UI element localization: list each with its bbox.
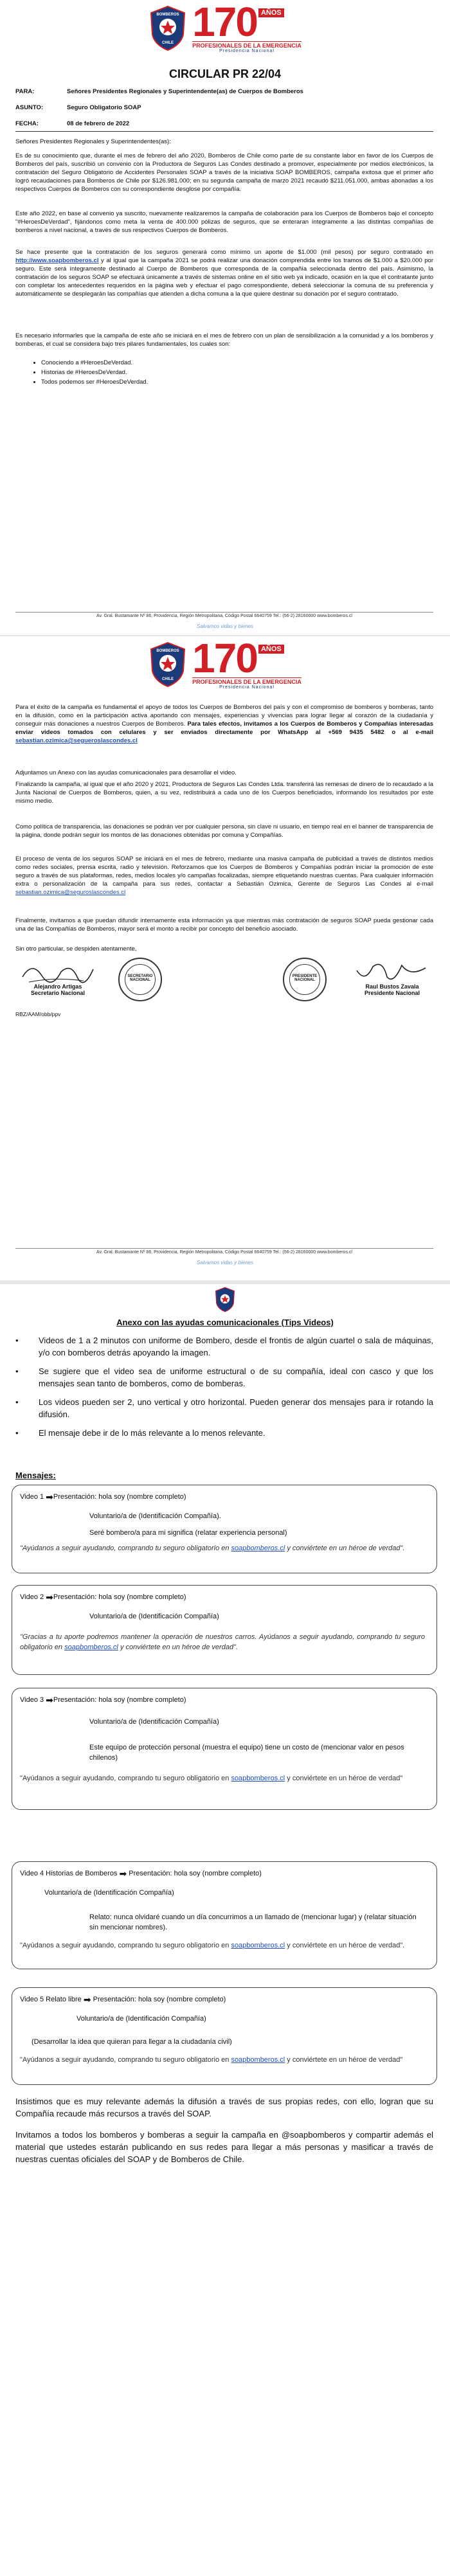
anniversary-number: 170	[192, 0, 257, 45]
tips-list	[15, 1334, 433, 1445]
letterhead	[0, 635, 450, 690]
soapbomberos-link[interactable]: http://www.soapbomberos.cl	[15, 257, 99, 264]
paragraph-4: Como política de transparencia, las donaciones se podrán ver por cualquier persona, sin clave ni usuario, en tiempo real en el banner de transparencia de la página, donde podrán seguir los montos de las donaciones obtenidas por comuna y Compañías.	[15, 823, 433, 839]
soapbomberos-link[interactable]: soapbomberos.cl	[231, 2056, 285, 2064]
signature-right: Raul Bustos Zavala Presidente Nacional	[364, 983, 420, 996]
seal-presidente-icon: PRESIDENTE NACIONAL	[283, 958, 327, 1001]
tagline: PROFESIONALES DE LA EMERGENCIA	[192, 42, 302, 49]
letterhead	[0, 0, 450, 53]
soapbomberos-link[interactable]: soapbomberos.cl	[64, 1643, 118, 1651]
paragraph-3: Se hace presente que la contratación de los seguros generará como mínimo un aporte de $1.000 (mil pesos) por seguro contratado en http://www.soapbomberos.cl y al igual que la campaña 2021 se podrá realizar una donación comprendida entre los tramos de $1.000 a $20.000 por seguro. Este será íntegramente destinado al Cuerpo de Bomberos que corresponda de la compañía seleccionada dentro del país. Asimismo, la contratación de los seguros SOAP se efectuará únicamente a través de sistemas online en el sitio web ya indicado, ocasión en la que el contratante junto con completar los antecedentes requeridos en la página web y efectuar el pago correspondiente, deberá seleccionar la comuna de su preferencia y automáticamente se desplegarán las compañías que atienden a dicha comuna a la que quiere destinar su donación por el seguro contratado.	[15, 249, 433, 298]
paragraph-2: Este año 2022, en base al convenio ya suscrito, nuevamente realizaremos la campaña de colaboración para los Cuerpos de Bomberos bajo el concepto "#HeroesDeVerdad", fijándonos como meta la venta de 400.000 pólizas de seguros, que se enteraran íntegramente a las distintas compañías de bomberos a nivel nacional, a través de sus respectivos Cuerpos de Bomberos.	[15, 210, 433, 234]
closing-paragraph-1: Insistimos que es muy relevante además la difusión a través de sus propias redes, con ello, logran que su Compañía recaude más recursos a través del SOAP.	[15, 2097, 433, 2118]
svg-text:BOMBEROS: BOMBEROS	[156, 648, 179, 653]
divider	[15, 131, 433, 132]
messages-label: Mensajes:	[15, 1471, 56, 1480]
greeting: Señores Presidentes Regionales y Superintendentes(as):	[15, 138, 171, 145]
list-item: • Se sugiere que el video sea de uniforme estructural o de su compañía, ideal con casco y que los mensajes sean tanto de bomberos, como de bomberas.	[15, 1366, 433, 1388]
list-item: • Todos podemos ser #HeroesDeVerdad.	[41, 378, 433, 386]
arrow-right-icon: ➡	[46, 1695, 53, 1706]
arrow-right-icon: ➡	[83, 1994, 91, 2005]
arrow-right-icon: ➡	[46, 1492, 53, 1503]
bomberos-crest-icon	[148, 5, 187, 51]
video-3-box: Video 3 ➡Presentación: hola soy (nombre completo) Voluntario/a de (Identificación Compañía) Este equipo de protección personal (muestra el equipo) tiene un costo de (mencionar valor en pesos chilenos) "Ayúdanos a seguir ayudando, comprando tu seguro obligatorio en soapbomberos.cl y conviértete en un héroe de verdad"	[12, 1688, 437, 1810]
initials: RBZ/AAM/obb/ppv	[15, 1011, 61, 1017]
page-3	[0, 1284, 450, 2576]
closing: Sin otro particular, se despiden atentamente,	[15, 945, 137, 953]
closing-paragraph-2: Invitamos a todos los bomberos y bomberas a seguir la campaña en @soapbomberos y compartir además el material que ustedes estarán publicando en sus redes para llegar a más personas y masificar a través de nuestras cuentas oficiales del SOAP y de Bomberos de Chile.	[15, 2130, 433, 2164]
arrow-right-icon: ➡	[46, 1592, 53, 1603]
pillars-list	[15, 357, 433, 388]
meta-para: PARA: Señores Presidentes Regionales y Superintendente(as) de Cuerpos de Bomberos	[15, 88, 303, 95]
slogan: Salvamos vidas y bienes	[196, 623, 254, 629]
meta-asunto: ASUNTO: Seguro Obligatorio SOAP	[15, 104, 141, 111]
video-2-box: Video 2 ➡Presentación: hola soy (nombre completo) Voluntario/a de (Identificación Compañía) "Gracias a tu aporte podremos mantener la operación de nuestros carros. Ayúdanos a seguir ayudando, comprando tu seguro obligatorio en soapbomberos.cl y conviértete en un héroe de verdad".	[12, 1585, 437, 1675]
anniversary-logo	[192, 0, 302, 53]
video-4-box: Video 4 Historias de Bomberos ➡ Presentación: hola soy (nombre completo) Voluntario/a de (Identificación Compañía) Relato: nunca olvidaré cuando un día concurrimos a un llamado de (mencionar lugar) y (relatar situación sin mencionar nombres). "Ayúdanos a seguir ayudando, comprando tu seguro obligatorio en soapbomberos.cl y conviértete en un héroe de verdad".	[12, 1861, 437, 1969]
seal-secretario-icon: SECRETARIO NACIONAL	[118, 958, 162, 1001]
soapbomberos-link[interactable]: soapbomberos.cl	[231, 1544, 285, 1552]
paragraph-3: Finalizando la campaña, al igual que el año 2020 y 2021, Productora de Seguros Las Condes Ltda. transferirá las remesas de dinero de lo recaudado a la Junta Nacional de Cuerpos de Bomberos, quien, a su vez, redistribuirá a cada uno de los Cuerpos beneficiados, informando los resultados por este mismo medio.	[15, 781, 433, 805]
page-1	[0, 0, 450, 636]
email-link[interactable]: sebastian.ozimica@seguroslascondes.cl	[15, 889, 126, 896]
meta-fecha: FECHA: 08 de febrero de 2022	[15, 120, 130, 127]
email-link[interactable]: sebastian.ozimica@segueroslascondes.cl	[15, 737, 138, 744]
soapbomberos-link[interactable]: soapbomberos.cl	[231, 1942, 285, 1949]
video-5-box: Video 5 Relato libre ➡ Presentación: hola soy (nombre completo) Voluntario/a de (Identificación Compañía) (Desarrollar la idea que quieran para llegar a la ciudadanía civil) "Ayúdanos a seguir ayudando, comprando tu seguro obligatorio en soapbomberos.cl y conviértete en un héroe de verdad"	[12, 1987, 437, 2085]
svg-text:CHILE: CHILE	[162, 677, 174, 681]
page-title: CIRCULAR PR 22/04	[168, 67, 282, 80]
list-item: • Conociendo a #HeroesDeVerdad.	[41, 359, 433, 367]
bomberos-crest-icon	[148, 641, 187, 688]
arrow-right-icon: ➡	[119, 1868, 127, 1879]
signature-left: Alejandro Artigas Secretario Nacional	[30, 983, 86, 996]
list-item: • Historias de #HeroesDeVerdad.	[41, 368, 433, 377]
page-2	[0, 636, 450, 1279]
list-item: • Videos de 1 a 2 minutos con uniforme de Bombero, desde el frontis de algún cuartel o sala de máquinas, y/o con bomberos detrás apoyando la imagen.	[15, 1336, 433, 1357]
paragraph-5: El proceso de venta de los seguros SOAP se iniciará en el mes de febrero, mediante una masiva campaña de publicidad a través de distintos medios como redes sociales, prensa escrita, radio y televisión. Reforzamos que los Cuerpos de Bomberos y Compañías podrán iniciar la promoción de este seguro a través de sus plataformas, redes, medios locales y/o campañas focalizadas, siempre etiquetando nuestras cuentas. Para cualquier información extra o personalización de la campaña para sus redes, contactar a Sebastián Ozimica, Gerente de Seguros Las Condes al e-mail sebastian.ozimica@seguroslascondes.cl	[15, 855, 433, 896]
paragraph-6: Finalmente, invitamos a que puedan difundir internamente esta información ya que mientras más contratación de seguros SOAP pueda gestionar cada una de las Compañías de Bomberos, mayor será el monto a recibir por concepto del beneficio asociado.	[15, 917, 433, 933]
presidency-label: Presidencia Nacional	[219, 49, 274, 53]
svg-text:CHILE: CHILE	[162, 40, 174, 45]
soapbomberos-link[interactable]: soapbomberos.cl	[231, 1775, 285, 1782]
footer: Av. Gral. Bustamante Nº 86, Providencia, Región Metropolitana, Código Postal 6640759 Tel.: (56-2) 28160000 www.bomberos.cl	[15, 612, 433, 618]
paragraph-1: Para el éxito de la campaña es fundamental el apoyo de todos los Cuerpos de Bomberos del país y con el compromiso de bomberos y bomberas, tanto en la difusión, como en la participación activa aportando con mensajes, experiencias y vivencias para lograr llegar al corazón de la ciudadanía y conseguir más donaciones a nuestros Cuerpos de Bomberos. Para tales efectos, invitamos a los Cuerpos de Bomberos y Compañías interesadas enviar videos tomados con celulares y ser enviados directamente por WhatsApp al +569 9435 5482 o al e-mail sebastian.ozimica@segueroslascondes.cl	[15, 704, 433, 744]
list-item: • El mensaje debe ir de lo más relevante a lo menos relevante.	[15, 1428, 266, 1438]
footer: Av. Gral. Bustamante Nº 86, Providencia, Región Metropolitana, Código Postal 6640759 Tel.: (56-2) 28160000 www.bomberos.cl	[15, 1248, 433, 1255]
anniversary-word: AÑOS	[258, 8, 284, 17]
bomberos-crest-icon	[214, 1287, 236, 1312]
paragraph-1: Es de su conocimiento que, durante el mes de febrero del año 2020, Bomberos de Chile como parte de su constante labor en favor de los Cuerpos de Bomberos del país, suscribió un convenio con la Productora de Seguros Las Condes destinado a promover, especialmente por medios electrónicos, la contratación del Seguro Obligatorio de Accidentes Personales SOAP a través de la iniciativa SOAP BOMBEROS, campaña exitosa que el primer año logró recaudaciones para Bomberos de Chile por $126.981.000; en su segunda campaña de marzo 2021 recaudó $211.051.000, ambas abonadas a los respectivos Cuerpos de Bomberos con su correspondiente desglose por compañía.	[15, 152, 433, 193]
paragraph-2: Adjuntamos un Anexo con las ayudas comunicacionales para desarrollar el video.	[15, 769, 237, 776]
annex-heading: Anexo con las ayudas comunicacionales (Tips Videos)	[116, 1318, 334, 1327]
video-1-box: Video 1 ➡Presentación: hola soy (nombre completo) Voluntario/a de (Identificación Compañía). Seré bombero/a para mi significa (relatar experiencia personal) "Ayúdanos a seguir ayudando, comprando tu seguro obligatorio en soapbomberos.cl y conviértete en un héroe de verdad".	[12, 1485, 437, 1573]
list-item: • Los videos pueden ser 2, uno vertical y otro horizontal. Pueden generar dos mensajes para ir rotando la difusión.	[15, 1397, 433, 1419]
svg-text:BOMBEROS: BOMBEROS	[156, 12, 179, 17]
anniversary-logo: 170 $^{AÑOS}$ PROFESIONALES DE LA EMERGENCIA Presidencia Nacional	[192, 635, 302, 690]
paragraph-4: Es necesario informarles que la campaña de este año se iniciará en el mes de febrero con un plan de sensibilización a la comunidad y a los bomberos y bomberas, el cual se considera bajo tres pilares fundamentales, los cuales son:	[15, 332, 433, 348]
slogan: Salvamos vidas y bienes	[196, 1260, 254, 1266]
letterhead	[0, 1287, 450, 1312]
